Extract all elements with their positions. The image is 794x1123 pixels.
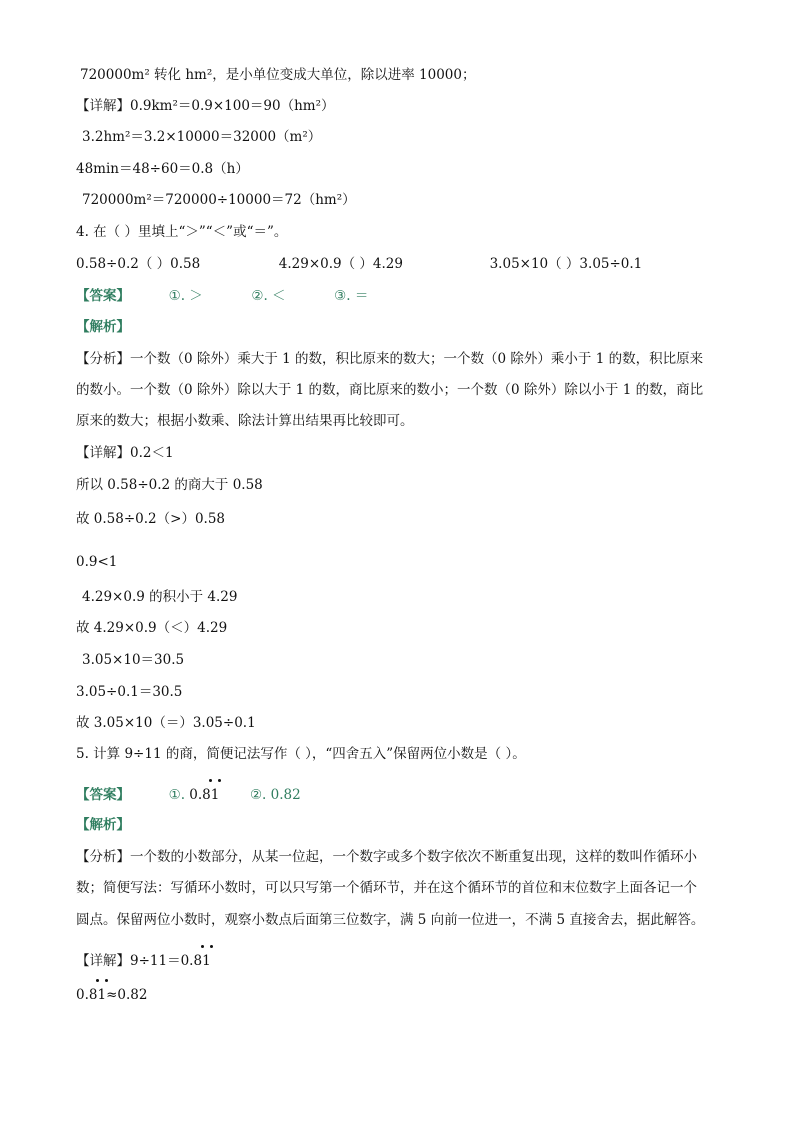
repeat-dot (210, 945, 213, 948)
fenxi-tag: 【分析】 (76, 351, 130, 367)
detail-tag: 【详解】 (76, 445, 130, 461)
detail-tag: 【详解】 (76, 953, 130, 969)
fenxi-text: 一个数（0 除外）乘大于 1 的数，积比原来的数大；一个数（0 除外）乘小于 1 的数，积比原来 (130, 351, 704, 367)
q4-answer-line (76, 287, 368, 305)
answer-tag: 【答案】 (76, 787, 130, 803)
repeating-decimal (76, 986, 106, 1004)
detail-text: 0.2＜1 (130, 445, 174, 461)
text-line: 3.2hm²＝3.2×10000＝32000（m²） (82, 129, 322, 145)
detail-text: 0.9km²＝0.9×100＝90（hm²） (130, 98, 335, 114)
q5-answer-line (76, 778, 301, 804)
q4-detail-9: 故 3.05×10（＝）3.05÷0.1 (76, 715, 256, 731)
question-4-items (76, 255, 642, 273)
q4-item-1: 0.58÷0.2（ ）0.58 (76, 256, 201, 272)
fenxi-tag: 【分析】 (76, 849, 130, 865)
text-line: 48min＝48÷60＝0.8（h） (76, 161, 249, 177)
q4-detail-7: 3.05×10＝30.5 (82, 652, 185, 668)
q4-answer-2: ②. ＜ (251, 288, 286, 304)
q4-fenxi-2: 的数小。一个数（0 除外）除以大于 1 的数，商比原来的数小；一个数（0 除外）除以小于 1 的数，商比 (76, 382, 704, 398)
repeating-digits: 0.81 (180, 953, 211, 969)
repeat-dot (201, 945, 204, 948)
q4-detail-3: 故 0.58÷0.2（>）0.58 (76, 511, 226, 527)
q4-answer-3: ③. ＝ (334, 288, 369, 304)
q4-detail-4: 0.9<1 (76, 554, 118, 570)
q5-answer-2: ②. 0.82 (249, 787, 301, 803)
repeat-dot (218, 779, 221, 782)
answer-tag: 【答案】 (76, 288, 130, 304)
fenxi-text: 一个数的小数部分，从某一位起，一个数字或多个数字依次不断重复出现，这样的数叫作循环小 (130, 849, 697, 865)
q4-item-3: 3.05×10（ ）3.05÷0.1 (489, 256, 643, 272)
analysis-tag: 【解析】 (76, 817, 130, 833)
q5-detail-2 (76, 986, 147, 1004)
repeating-digits: 0.81 (76, 987, 107, 1003)
q5-fenxi-2: 数；简便写法：写循环小数时，可以只写第一个循环节，并在这个循环节的首位和末位数字上面各记一个 (76, 880, 697, 896)
q5-detail-1 (76, 944, 211, 970)
analysis-tag: 【解析】 (76, 319, 130, 335)
q4-detail-8: 3.05÷0.1＝30.5 (76, 684, 183, 700)
q4-item-2: 4.29×0.9（ ）4.29 (278, 256, 403, 272)
q4-detail-6: 故 4.29×0.9（＜）4.29 (76, 620, 228, 636)
detail-tag: 【详解】 (76, 98, 130, 114)
q4-detail-2: 所以 0.58÷0.2 的商大于 0.58 (76, 477, 263, 493)
question-4-stem: 4. 在（ ）里填上“＞”“＜”或“＝”。 (76, 224, 288, 240)
q5-fenxi-1 (76, 848, 697, 866)
q4-fenxi-3: 原来的数大；根据小数乘、除法计算出结果再比较即可。 (76, 413, 414, 429)
repeating-digits: 0.81 (189, 787, 220, 803)
q5-fenxi-3: 圆点。保留两位小数时，观察小数点后面第三位数字，满 5 向前一位进一，不满 5 直接舍去，据此解答。 (76, 912, 705, 928)
repeating-decimal (181, 952, 211, 970)
detail-line (76, 97, 335, 115)
repeating-decimal (189, 786, 219, 804)
detail-expr: 9÷11＝ (130, 953, 181, 969)
q5-answer-1-label: ①. (168, 787, 185, 803)
q4-answer-1: ①. ＞ (168, 288, 203, 304)
q4-detail-1 (76, 444, 174, 462)
question-5-stem: 5. 计算 9÷11 的商，简便记法写作（ ），“四舍五入”保留两位小数是（ ）。 (76, 746, 526, 762)
q4-detail-5: 4.29×0.9 的积小于 4.29 (82, 589, 238, 605)
q4-fenxi-1 (76, 350, 703, 368)
repeat-dot (209, 779, 212, 782)
repeat-dot (105, 979, 108, 982)
text-line: 720000m² 转化 hm²，是小单位变成大单位，除以进率 10000； (80, 67, 476, 83)
repeat-dot (96, 979, 99, 982)
text-line: 720000m²＝720000÷10000＝72（hm²） (82, 192, 356, 208)
approx-text: ≈0.82 (106, 987, 148, 1003)
